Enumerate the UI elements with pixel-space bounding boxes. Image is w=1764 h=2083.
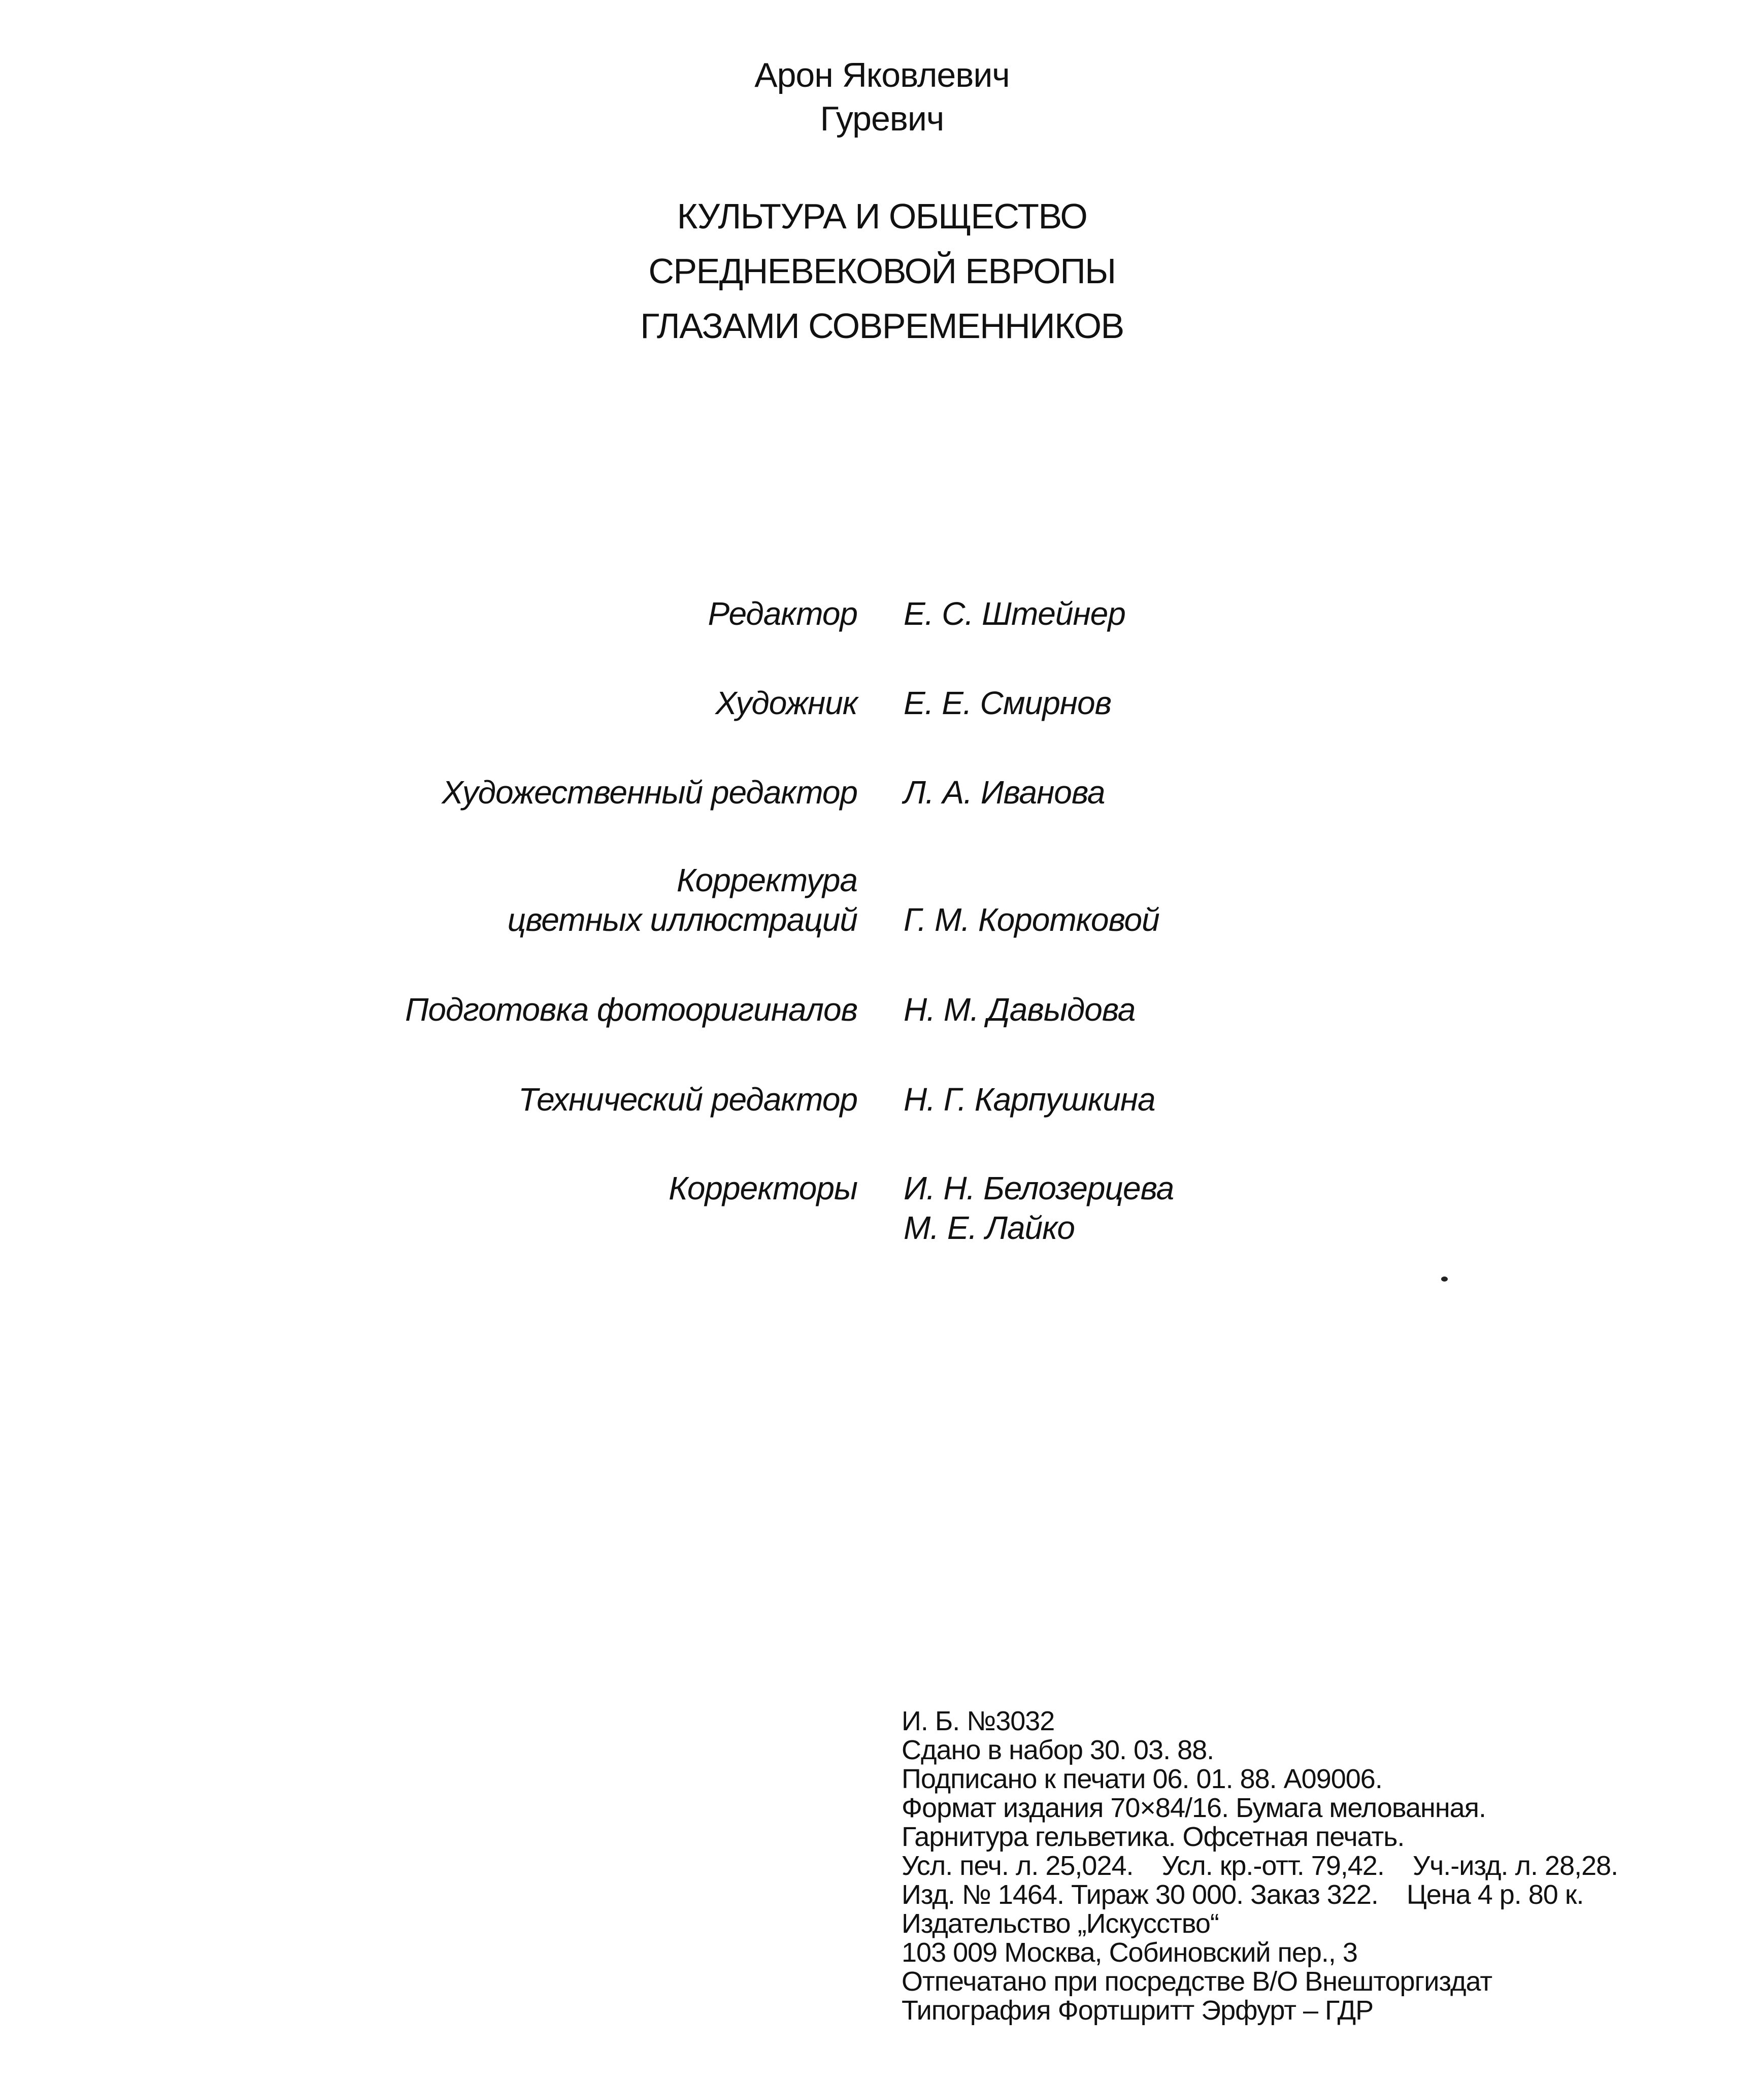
credit-role-line: Подготовка фотооригиналов xyxy=(405,991,857,1028)
credit-role xyxy=(248,860,857,939)
credit-name xyxy=(904,772,1513,812)
imprint-line: Типография Фортшритт Эрфурт – ГДР xyxy=(902,1995,1374,2026)
credit-role xyxy=(248,1080,857,1119)
book-title-line-2: СРЕДНЕВЕКОВОЙ ЕВРОПЫ xyxy=(648,251,1116,291)
imprint-line: Подписано к печати 06. 01. 88. А09006. xyxy=(902,1764,1382,1794)
credit-role-line: Художественный редактор xyxy=(442,774,857,811)
credit-name-line: М. Е. Лайко xyxy=(904,1210,1075,1246)
imprint-line: Формат издания 70×84/16. Бумага мелованная. xyxy=(902,1793,1486,1823)
print-speck xyxy=(1441,1276,1448,1282)
imprint-line: Изд. № 1464. Тираж 30 000. Заказ 322. Цена 4 р. 80 к. xyxy=(902,1879,1584,1910)
imprint-line: Отпечатано при посредстве В/О Внешторгиздат xyxy=(902,1966,1492,1997)
credit-name-line: Г. М. Коротковой xyxy=(904,901,1159,938)
credit-role xyxy=(248,1168,857,1208)
imprint-line: Усл. печ. л. 25,024. Усл. кр.-отт. 79,42. Уч.-изд. л. 28,28. xyxy=(902,1851,1618,1881)
imprint-line: Сдано в набор 30. 03. 88. xyxy=(902,1735,1214,1765)
imprint-line: Гарнитура гельветика. Офсетная печать. xyxy=(902,1822,1405,1852)
credit-name xyxy=(904,683,1513,723)
imprint-block xyxy=(902,1707,1739,2025)
credit-role-line: Технический редактор xyxy=(518,1081,857,1118)
credit-name-line: Н. М. Давыдова xyxy=(904,991,1136,1028)
credit-role xyxy=(248,772,857,812)
credit-name xyxy=(904,900,1513,939)
author-first-line: Арон Яковлевич xyxy=(754,56,1010,94)
credit-name-line: Е. Е. Смирнов xyxy=(904,685,1111,721)
credit-name xyxy=(904,1080,1513,1119)
credit-name-line: Л. А. Иванова xyxy=(904,774,1105,811)
credit-name-line: Н. Г. Карпушкина xyxy=(904,1081,1155,1118)
credit-name-line: Е. С. Штейнер xyxy=(904,595,1125,632)
imprint-line: И. Б. №3032 xyxy=(902,1706,1055,1736)
credit-role xyxy=(248,683,857,723)
credit-role xyxy=(248,594,857,633)
credit-name xyxy=(904,990,1513,1029)
credit-role-line: Редактор xyxy=(708,595,857,632)
credit-role-line: Корректура xyxy=(676,862,857,898)
credit-name xyxy=(904,1168,1513,1248)
credit-role xyxy=(248,990,857,1029)
credit-role-line: Художник xyxy=(715,685,857,721)
credit-name-line: И. Н. Белозерцева xyxy=(904,1170,1174,1206)
credit-role-line: Корректоры xyxy=(669,1170,857,1206)
credit-role-line: цветных иллюстраций xyxy=(507,901,857,938)
imprint-line: 103 009 Москва, Собиновский пер., 3 xyxy=(902,1937,1357,1968)
credit-name xyxy=(904,594,1513,633)
book-title-line-1: КУЛЬТУРА И ОБЩЕСТВО xyxy=(677,196,1087,236)
imprint-line: Издательство „Искусство“ xyxy=(902,1908,1219,1939)
book-title-line-3: ГЛАЗАМИ СОВРЕМЕННИКОВ xyxy=(640,306,1124,346)
author-second-line: Гуревич xyxy=(820,99,944,138)
